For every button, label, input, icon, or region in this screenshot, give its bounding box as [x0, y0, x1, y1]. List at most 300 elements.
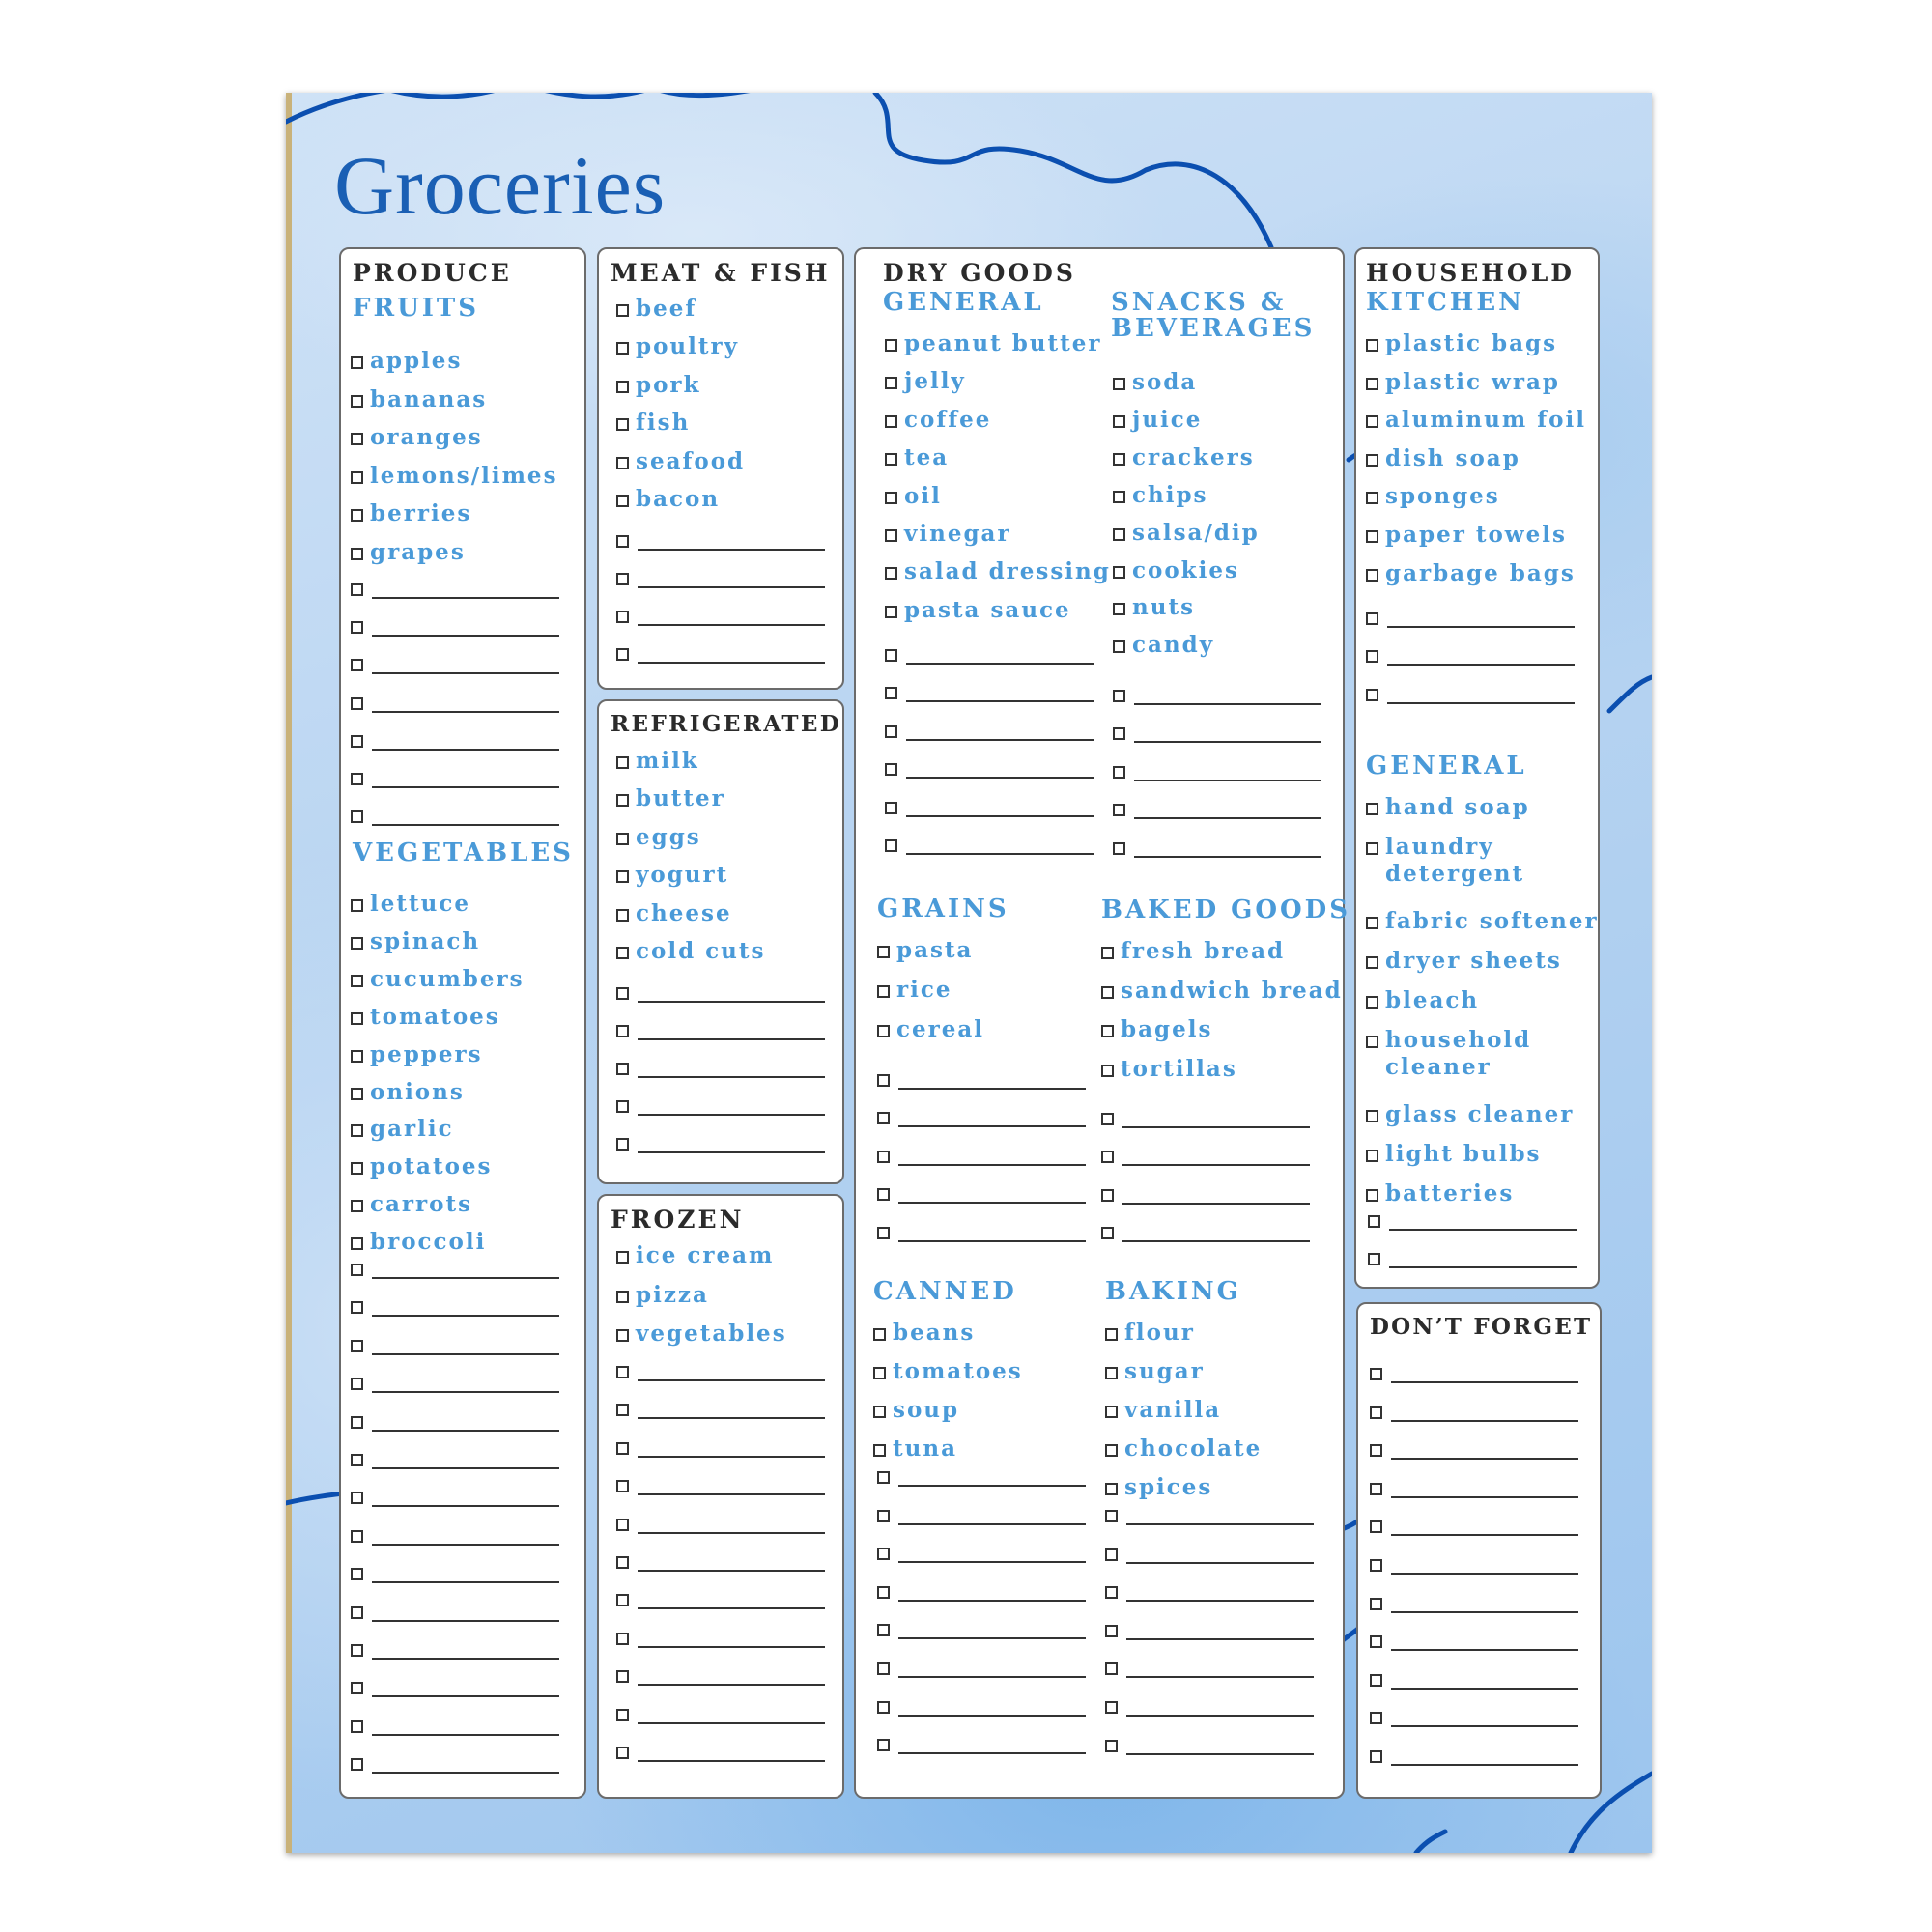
checkbox[interactable]	[877, 1548, 890, 1560]
checkbox[interactable]	[616, 648, 629, 661]
checkbox[interactable]	[1366, 492, 1378, 504]
checkbox[interactable]	[873, 1406, 886, 1418]
checkbox[interactable]	[351, 1124, 363, 1137]
checkbox[interactable]	[1113, 842, 1125, 855]
write-in-line[interactable]	[1391, 1420, 1578, 1422]
write-in-line[interactable]	[372, 672, 559, 674]
checkbox[interactable]	[1113, 528, 1125, 541]
checkbox[interactable]	[351, 1340, 363, 1352]
checkbox[interactable]	[1366, 339, 1378, 352]
write-in-line[interactable]	[898, 1676, 1086, 1678]
checkbox[interactable]	[1105, 1625, 1118, 1637]
checkbox[interactable]	[1366, 1150, 1378, 1162]
write-in-line[interactable]	[638, 1379, 825, 1381]
checklist-item-label: salad dressing	[904, 558, 1111, 585]
checkbox[interactable]	[1113, 378, 1125, 390]
checkbox[interactable]	[877, 1586, 890, 1599]
household-header: HOUSEHOLD	[1366, 259, 1575, 287]
write-in-line[interactable]	[1122, 1203, 1310, 1205]
page-title: Groceries	[334, 139, 667, 232]
checkbox[interactable]	[877, 1624, 890, 1636]
write-in-line[interactable]	[898, 1715, 1086, 1717]
write-in-line[interactable]	[1134, 780, 1321, 781]
checkbox[interactable]	[885, 649, 897, 662]
write-in-line[interactable]	[638, 1607, 825, 1609]
checkbox[interactable]	[616, 1138, 629, 1151]
checkbox[interactable]	[1105, 1483, 1118, 1495]
write-in-line[interactable]	[898, 1202, 1086, 1204]
checkbox[interactable]	[351, 899, 363, 912]
checkbox[interactable]	[1105, 1367, 1118, 1379]
checkbox[interactable]	[351, 548, 363, 560]
write-in-line[interactable]	[898, 1125, 1086, 1127]
write-in-line[interactable]	[372, 824, 559, 826]
write-in-line[interactable]	[638, 662, 825, 664]
write-in-line[interactable]	[372, 1695, 559, 1697]
checkbox[interactable]	[1105, 1740, 1118, 1752]
checkbox[interactable]	[351, 1088, 363, 1100]
frozen-panel	[597, 1194, 844, 1799]
checkbox[interactable]	[1366, 1036, 1378, 1048]
checkbox[interactable]	[351, 937, 363, 950]
checkbox[interactable]	[351, 1237, 363, 1250]
checkbox[interactable]	[873, 1328, 886, 1341]
checkbox[interactable]	[351, 583, 363, 596]
checkbox[interactable]	[1101, 1113, 1114, 1125]
write-in-line[interactable]	[638, 1114, 825, 1116]
write-in-line[interactable]	[1387, 702, 1575, 704]
checkbox[interactable]	[1366, 569, 1378, 582]
checkbox[interactable]	[1101, 1151, 1114, 1163]
checkbox[interactable]	[351, 1644, 363, 1657]
checkbox[interactable]	[1370, 1406, 1382, 1419]
checkbox[interactable]	[351, 1568, 363, 1580]
write-in-line[interactable]	[906, 853, 1094, 855]
checkbox[interactable]	[1101, 1189, 1114, 1202]
checkbox[interactable]	[351, 1530, 363, 1543]
checkbox[interactable]	[616, 1366, 629, 1378]
checkbox[interactable]	[885, 492, 897, 504]
write-in-line[interactable]	[638, 1076, 825, 1078]
checkbox[interactable]	[1113, 727, 1125, 740]
write-in-line[interactable]	[372, 1353, 559, 1355]
checkbox[interactable]	[351, 433, 363, 445]
checkbox[interactable]	[1370, 1674, 1382, 1687]
checkbox[interactable]	[1113, 566, 1125, 579]
checklist-item-label: berries	[370, 500, 472, 527]
checkbox[interactable]	[616, 947, 629, 959]
checkbox[interactable]	[1113, 766, 1125, 779]
write-in-line[interactable]	[1391, 1649, 1578, 1651]
checkbox[interactable]	[1113, 603, 1125, 615]
write-in-line[interactable]	[638, 1001, 825, 1003]
checkbox[interactable]	[877, 1025, 890, 1037]
write-in-line[interactable]	[898, 1240, 1086, 1242]
checkbox[interactable]	[873, 1444, 886, 1457]
write-in-line[interactable]	[898, 1600, 1086, 1602]
checkbox[interactable]	[877, 1662, 890, 1675]
checkbox[interactable]	[1113, 415, 1125, 428]
checkbox[interactable]	[616, 535, 629, 548]
write-in-line[interactable]	[372, 1544, 559, 1546]
checkbox[interactable]	[1368, 1215, 1380, 1228]
checkbox[interactable]	[1105, 1406, 1118, 1418]
checkbox[interactable]	[877, 1510, 890, 1522]
write-in-line[interactable]	[372, 1581, 559, 1583]
write-in-line[interactable]	[1391, 1496, 1578, 1498]
checkbox[interactable]	[1101, 947, 1114, 959]
checkbox[interactable]	[1370, 1750, 1382, 1763]
checkbox[interactable]	[616, 909, 629, 922]
checkbox[interactable]	[616, 1594, 629, 1606]
baking-label: BAKING	[1105, 1277, 1241, 1306]
write-in-line[interactable]	[1389, 1229, 1577, 1231]
checkbox[interactable]	[885, 339, 897, 352]
checkbox[interactable]	[1113, 640, 1125, 653]
checkbox[interactable]	[1368, 1253, 1380, 1265]
checkbox[interactable]	[1113, 804, 1125, 816]
checkbox[interactable]	[351, 773, 363, 785]
checkbox[interactable]	[351, 659, 363, 671]
write-in-line[interactable]	[638, 1456, 825, 1458]
write-in-line[interactable]	[1126, 1562, 1314, 1564]
checkbox[interactable]	[351, 1200, 363, 1212]
checkbox[interactable]	[616, 870, 629, 883]
checkbox[interactable]	[616, 1025, 629, 1037]
checklist-item-label: vegetables	[636, 1321, 787, 1347]
checkbox[interactable]	[351, 1416, 363, 1429]
checkbox[interactable]	[1113, 491, 1125, 503]
checklist-item-label: aluminum foil	[1385, 407, 1586, 434]
produce-header: PRODUCE	[353, 259, 512, 287]
write-in-line[interactable]	[638, 1722, 825, 1724]
checklist-item-label: cheese	[636, 899, 732, 926]
checklist-item-label: fabric softener	[1385, 908, 1599, 934]
checkbox[interactable]	[877, 1188, 890, 1201]
checkbox[interactable]	[1366, 378, 1378, 390]
checkbox[interactable]	[885, 839, 897, 852]
write-in-line[interactable]	[638, 1570, 825, 1572]
checkbox[interactable]	[616, 1404, 629, 1416]
checklist-item-label: grapes	[370, 539, 466, 565]
checkbox[interactable]	[1105, 1701, 1118, 1714]
checkbox[interactable]	[616, 1291, 629, 1303]
checkbox[interactable]	[351, 1162, 363, 1175]
write-in-line[interactable]	[1387, 626, 1575, 628]
checkbox[interactable]	[1113, 453, 1125, 466]
write-in-line[interactable]	[638, 586, 825, 588]
kitchen-label: KITCHEN	[1366, 288, 1524, 317]
checkbox[interactable]	[1366, 612, 1378, 625]
write-in-line[interactable]	[372, 635, 559, 637]
checkbox[interactable]	[1366, 1110, 1378, 1122]
write-in-line[interactable]	[898, 1523, 1086, 1525]
write-in-line[interactable]	[1389, 1266, 1577, 1268]
write-in-line[interactable]	[1134, 856, 1321, 858]
checkbox[interactable]	[1370, 1483, 1382, 1495]
baked-goods-label: BAKED GOODS	[1101, 895, 1350, 924]
write-in-line[interactable]	[372, 1772, 559, 1774]
checkbox[interactable]	[877, 1112, 890, 1124]
write-in-line[interactable]	[1126, 1600, 1314, 1602]
checkbox[interactable]	[877, 1074, 890, 1087]
checkbox[interactable]	[616, 418, 629, 431]
write-in-line[interactable]	[372, 786, 559, 788]
checkbox[interactable]	[1105, 1586, 1118, 1599]
checkbox[interactable]	[885, 687, 897, 699]
refrigerated-panel	[597, 699, 844, 1184]
checkbox[interactable]	[351, 735, 363, 748]
write-in-line[interactable]	[638, 1760, 825, 1762]
checklist-item-label: milk	[636, 748, 699, 774]
write-in-line[interactable]	[372, 1620, 559, 1622]
checkbox[interactable]	[1105, 1444, 1118, 1457]
household-panel	[1354, 247, 1600, 1289]
checkbox[interactable]	[351, 697, 363, 710]
checkbox[interactable]	[1366, 454, 1378, 467]
write-in-line[interactable]	[898, 1561, 1086, 1563]
checkbox[interactable]	[885, 802, 897, 814]
checkbox[interactable]	[616, 1670, 629, 1683]
checkbox[interactable]	[616, 1480, 629, 1492]
checklist-item-label: paper towels	[1385, 522, 1567, 548]
checkbox[interactable]	[877, 946, 890, 958]
checkbox[interactable]	[1101, 986, 1114, 999]
checklist-item-label: bananas	[370, 385, 488, 412]
write-in-line[interactable]	[1126, 1523, 1314, 1525]
checkbox[interactable]	[1366, 415, 1378, 428]
write-in-line[interactable]	[1391, 1534, 1578, 1536]
checkbox[interactable]	[885, 529, 897, 542]
write-in-line[interactable]	[1126, 1638, 1314, 1640]
checkbox[interactable]	[616, 1329, 629, 1342]
checklist-item-label: lettuce	[370, 891, 470, 917]
checkbox[interactable]	[877, 1227, 890, 1239]
write-in-line[interactable]	[1134, 703, 1321, 705]
checkbox[interactable]	[1366, 956, 1378, 969]
checkbox[interactable]	[351, 356, 363, 369]
checkbox[interactable]	[351, 1606, 363, 1619]
checkbox[interactable]	[1101, 1065, 1114, 1077]
write-in-line[interactable]	[1391, 1725, 1578, 1727]
write-in-line[interactable]	[1122, 1126, 1310, 1128]
write-in-line[interactable]	[372, 1505, 559, 1507]
checkbox[interactable]	[616, 987, 629, 1000]
checkbox[interactable]	[351, 1682, 363, 1694]
write-in-line[interactable]	[638, 1151, 825, 1153]
checkbox[interactable]	[351, 1050, 363, 1063]
checkbox[interactable]	[873, 1367, 886, 1379]
write-in-line[interactable]	[1391, 1458, 1578, 1460]
checkbox[interactable]	[616, 1100, 629, 1113]
checkbox[interactable]	[1113, 690, 1125, 702]
checkbox[interactable]	[1370, 1635, 1382, 1648]
checkbox[interactable]	[1366, 842, 1378, 855]
checkbox[interactable]	[885, 725, 897, 738]
checkbox[interactable]	[351, 1758, 363, 1771]
dry-goods-panel	[854, 247, 1350, 1799]
write-in-line[interactable]	[372, 749, 559, 751]
checkbox[interactable]	[616, 1063, 629, 1075]
checkbox[interactable]	[616, 342, 629, 355]
checkbox[interactable]	[351, 395, 363, 408]
write-in-line[interactable]	[906, 815, 1094, 817]
write-in-line[interactable]	[906, 777, 1094, 779]
checklist-item-label: oil	[904, 482, 942, 509]
checkbox[interactable]	[885, 763, 897, 776]
checkbox[interactable]	[616, 495, 629, 507]
write-in-line[interactable]	[1391, 1573, 1578, 1575]
write-in-line[interactable]	[898, 1485, 1086, 1487]
checkbox[interactable]	[351, 509, 363, 522]
write-in-line[interactable]	[638, 1646, 825, 1648]
checklist-item-label: cereal	[896, 1016, 985, 1042]
checklist-item-label: household	[1385, 1027, 1532, 1053]
write-in-line[interactable]	[372, 1467, 559, 1469]
write-in-line[interactable]	[898, 1637, 1086, 1639]
write-in-line[interactable]	[638, 1038, 825, 1040]
checkbox[interactable]	[885, 453, 897, 466]
write-in-line[interactable]	[1391, 1381, 1578, 1383]
checkbox[interactable]	[1370, 1368, 1382, 1380]
vegetables-label: VEGETABLES	[353, 838, 574, 867]
checkbox[interactable]	[1370, 1520, 1382, 1533]
checkbox[interactable]	[877, 985, 890, 998]
checkbox[interactable]	[616, 794, 629, 807]
write-in-line[interactable]	[638, 1493, 825, 1495]
write-in-line[interactable]	[898, 1088, 1086, 1090]
checkbox[interactable]	[351, 1301, 363, 1314]
write-in-line[interactable]	[372, 1391, 559, 1393]
checkbox[interactable]	[1105, 1548, 1118, 1561]
household-general-label: GENERAL	[1366, 752, 1527, 781]
checklist-item-label: plastic wrap	[1385, 368, 1560, 395]
checklist-item-label: pizza	[636, 1281, 709, 1308]
checkbox[interactable]	[1105, 1662, 1118, 1675]
write-in-line[interactable]	[1391, 1611, 1578, 1613]
checkbox[interactable]	[1105, 1510, 1118, 1522]
checklist-item-label: peppers	[370, 1040, 483, 1067]
checklist-item-label: dryer sheets	[1385, 948, 1562, 974]
checkbox[interactable]	[616, 381, 629, 393]
checkbox[interactable]	[616, 1519, 629, 1531]
checkbox[interactable]	[885, 415, 897, 428]
checkbox[interactable]	[877, 1151, 890, 1163]
notepad	[286, 93, 1652, 1853]
checkbox[interactable]	[351, 1454, 363, 1466]
checklist-item-label: vinegar	[904, 521, 1011, 547]
checkbox[interactable]	[1370, 1444, 1382, 1457]
write-in-line[interactable]	[1134, 741, 1321, 743]
checkbox[interactable]	[351, 975, 363, 987]
checkbox[interactable]	[1366, 689, 1378, 701]
write-in-line[interactable]	[638, 1417, 825, 1419]
checkbox[interactable]	[351, 810, 363, 823]
write-in-line[interactable]	[898, 1164, 1086, 1166]
checkbox[interactable]	[1370, 1559, 1382, 1572]
checkbox[interactable]	[885, 567, 897, 580]
checkbox[interactable]	[616, 756, 629, 769]
write-in-line[interactable]	[906, 663, 1094, 665]
write-in-line[interactable]	[638, 549, 825, 551]
checklist-item-label: potatoes	[370, 1153, 493, 1180]
write-in-line[interactable]	[1134, 817, 1321, 819]
write-in-line[interactable]	[638, 1532, 825, 1534]
checkbox[interactable]	[351, 1378, 363, 1390]
checkbox[interactable]	[351, 1012, 363, 1025]
checkbox[interactable]	[1366, 1189, 1378, 1202]
checkbox[interactable]	[616, 1442, 629, 1455]
checkbox[interactable]	[616, 1556, 629, 1569]
checkbox[interactable]	[616, 304, 629, 317]
write-in-line[interactable]	[1126, 1715, 1314, 1717]
write-in-line[interactable]	[372, 1315, 559, 1317]
checkbox[interactable]	[1101, 1025, 1114, 1037]
checkbox[interactable]	[877, 1471, 890, 1484]
checklist-item-label: yogurt	[636, 862, 729, 889]
write-in-line[interactable]	[1391, 1764, 1578, 1766]
write-in-line[interactable]	[638, 1684, 825, 1686]
write-in-line[interactable]	[372, 1658, 559, 1660]
checkbox[interactable]	[616, 1709, 629, 1721]
checkbox[interactable]	[1366, 996, 1378, 1009]
checkbox[interactable]	[351, 1492, 363, 1504]
write-in-line[interactable]	[1122, 1240, 1310, 1242]
checkbox[interactable]	[1370, 1712, 1382, 1724]
checkbox[interactable]	[616, 1251, 629, 1264]
checkbox[interactable]	[877, 1701, 890, 1714]
checkbox[interactable]	[885, 377, 897, 389]
checkbox[interactable]	[1366, 917, 1378, 929]
checklist-item-label: glass cleaner	[1385, 1101, 1575, 1127]
checklist-item-label: tortillas	[1121, 1055, 1237, 1082]
checkbox[interactable]	[1366, 650, 1378, 663]
write-in-line[interactable]	[372, 597, 559, 599]
checkbox[interactable]	[616, 1747, 629, 1759]
checkbox[interactable]	[1370, 1598, 1382, 1610]
checkbox[interactable]	[616, 1633, 629, 1645]
checkbox[interactable]	[1101, 1227, 1114, 1239]
checkbox[interactable]	[616, 611, 629, 623]
write-in-line[interactable]	[1122, 1164, 1310, 1166]
checkbox[interactable]	[351, 471, 363, 484]
write-in-line[interactable]	[906, 700, 1094, 702]
checkbox[interactable]	[1105, 1328, 1118, 1341]
write-in-line[interactable]	[1126, 1676, 1314, 1678]
write-in-line[interactable]	[372, 711, 559, 713]
write-in-line[interactable]	[1387, 664, 1575, 666]
checkbox[interactable]	[1366, 803, 1378, 815]
checkbox[interactable]	[616, 833, 629, 845]
checkbox[interactable]	[351, 1720, 363, 1733]
write-in-line[interactable]	[1126, 1753, 1314, 1755]
write-in-line[interactable]	[372, 1430, 559, 1432]
checkbox[interactable]	[616, 573, 629, 585]
checkbox[interactable]	[351, 621, 363, 634]
write-in-line[interactable]	[906, 739, 1094, 741]
checklist-item-label: salsa/dip	[1132, 519, 1260, 546]
write-in-line[interactable]	[1391, 1688, 1578, 1690]
checkbox[interactable]	[1366, 530, 1378, 543]
write-in-line[interactable]	[372, 1277, 559, 1279]
checkbox[interactable]	[885, 606, 897, 618]
write-in-line[interactable]	[638, 624, 825, 626]
write-in-line[interactable]	[898, 1752, 1086, 1754]
checkbox[interactable]	[877, 1739, 890, 1751]
write-in-line[interactable]	[372, 1734, 559, 1736]
checkbox[interactable]	[616, 457, 629, 469]
checkbox[interactable]	[351, 1264, 363, 1276]
